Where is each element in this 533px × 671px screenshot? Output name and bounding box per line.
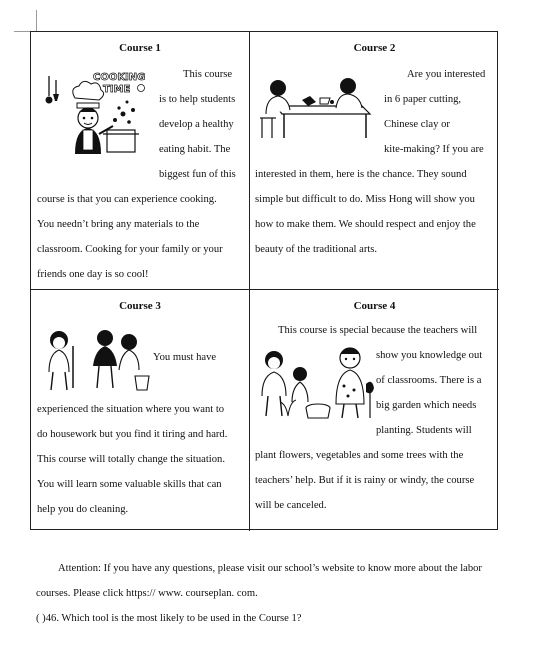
course-3-line: You will learn some valuable skills that can	[37, 479, 222, 490]
course-4-line: of classrooms. There is a	[376, 375, 482, 386]
course-1-title: Course 1	[119, 42, 161, 54]
course-4-line: will be canceled.	[255, 500, 327, 511]
course-4-title: Course 4	[353, 300, 396, 312]
course-1-line: course is that you can experience cooking.	[37, 194, 217, 205]
course-4-line: planting. Students will	[376, 425, 472, 436]
course-3-line: help you do cleaning.	[37, 504, 129, 515]
course-2-line: Are you interested	[407, 69, 486, 80]
crafts-illustration	[258, 74, 376, 142]
cooking-time-lettering: COOKING	[93, 72, 146, 83]
cooking-illustration	[41, 68, 156, 156]
course-1-line: friends one day is so cool!	[37, 269, 149, 280]
course-2-line: beauty of the traditional arts.	[255, 244, 378, 255]
course-3-line: This course will totally change the situation.	[37, 454, 225, 465]
course-2-line: Chinese clay or	[384, 119, 450, 130]
course-2-cell	[250, 32, 499, 290]
course-4-cell	[250, 290, 499, 531]
attention-line-2: courses. Please click https:// www. courseplan. com.	[36, 588, 258, 599]
course-1-line: develop a healthy	[159, 119, 234, 130]
course-2-title: Course 2	[353, 42, 396, 54]
course-2-line: kite-making? If you are	[384, 144, 484, 155]
course-3-line: do housework but you find it tiring and hard.	[37, 429, 228, 440]
course-table	[30, 31, 498, 530]
course-2-line: interested in them, here is the chance. They sound	[255, 169, 467, 180]
course-1-line: This course	[183, 69, 233, 80]
course-2-line: simple but difficult to do. Miss Hong will show you	[255, 194, 475, 205]
course-4-line: show you knowledge out	[376, 350, 483, 361]
course-4-line: teachers’ help. But if it is rainy or windy, the course	[255, 475, 475, 486]
question-46	[36, 613, 302, 624]
course-4-line: This course is special because the teachers will	[278, 325, 478, 336]
course-3-line: You must have	[153, 352, 217, 363]
garden-illustration	[258, 344, 376, 420]
course-3-title: Course 3	[119, 300, 161, 312]
course-1-line: biggest fun of this	[159, 169, 236, 180]
course-1-line: You needn’t bring any materials to the	[37, 219, 200, 230]
course-4-line: big garden which needs	[376, 400, 477, 411]
attention-line-1: Attention: If you have any questions, please visit our school’s website to know more about the labor	[58, 563, 482, 574]
housework-illustration	[43, 326, 151, 392]
course-3-cell	[31, 290, 250, 531]
crop-mark-vertical	[36, 10, 37, 32]
course-2-line: how to make them. We should respect and enjoy the	[255, 219, 476, 230]
question-text: 46. Which tool is the most likely to be used in the Course 1?	[45, 613, 302, 624]
course-1-cell	[31, 32, 250, 290]
course-2-line: in 6 paper cutting,	[384, 94, 462, 105]
answer-blank[interactable]: ( )	[36, 613, 46, 624]
svg-text:TIME: TIME	[103, 84, 131, 95]
course-1-line: is to help students	[159, 94, 236, 105]
course-3-line: experienced the situation where you want to	[37, 404, 225, 415]
course-1-line: classroom. Cooking for your family or your	[37, 244, 223, 255]
course-4-line: plant flowers, vegetables and some trees with the	[255, 450, 464, 461]
course-1-line: eating habit. The	[159, 144, 231, 155]
